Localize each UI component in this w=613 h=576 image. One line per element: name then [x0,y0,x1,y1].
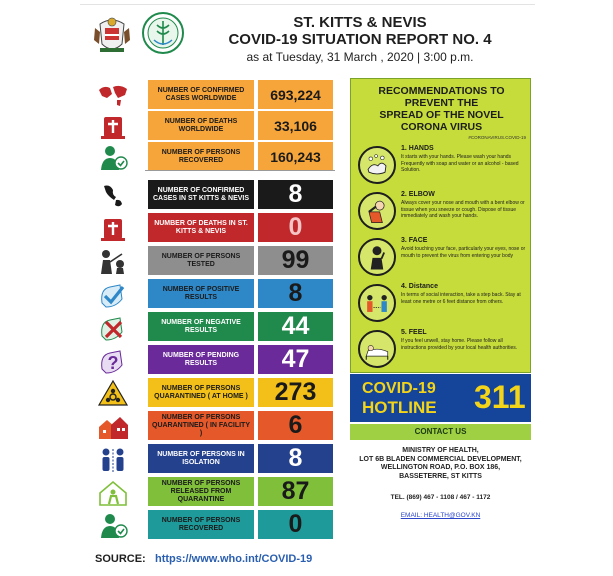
report-date: as at Tuesday, 31 March , 2020 | 3:00 p.m. [246,50,474,64]
stat-value: 99 [258,246,333,275]
recommendations-title-line: CORONA VIRUS [400,121,483,133]
stat-label: NUMBER OF PENDING RESULTS [148,345,254,374]
recommendations-title-line: SPREAD OF THE NOVEL [379,109,504,121]
stat-value: 0 [258,510,333,539]
stat-label: NUMBER OF CONFIRMED CASES IN ST KITTS & NEVIS [148,180,254,209]
report-subtitle: COVID-19 SITUATION REPORT NO. 4 [228,31,492,48]
stat-value: 44 [258,312,333,341]
tip-distance [351,281,532,329]
swab-test-icon [96,246,130,276]
recommendations-title-line: PREVENT THE [404,97,479,109]
stat-label: NUMBER OF CONFIRMED CASES WORLDWIDE [148,80,254,109]
stat-value: 33,106 [258,111,333,140]
stat-value: 47 [258,345,333,374]
local-stat-row [148,510,333,539]
tip-text: If you feel unwell, stay home. Please follow all instructions provided by your local health authorities. [401,338,518,351]
address-line: MINISTRY OF HEALTH, [402,447,479,454]
tip-title: 5. FEEL [401,329,427,336]
grave-cross-icon [96,111,130,141]
elbow-sneeze-icon [358,192,396,230]
stat-label: NUMBER OF PERSONS TESTED [148,246,254,275]
hand-washing-icon [358,146,396,184]
tip-elbow [351,189,532,237]
house-exit-icon [96,477,130,507]
local-stat-row [148,180,333,209]
stat-label: NUMBER OF POSITIVE RESULTS [148,279,254,308]
world-map-icon [96,80,130,110]
recovered-person-icon [96,510,130,540]
top-border [80,4,535,5]
stat-value: 8 [258,279,333,308]
tip-text: In terms of social interaction, take a step back. Stay at least one metre or 6 feet distance from others. [401,292,521,305]
tip-title: 4. Distance [401,283,438,290]
worldwide-stat-row [148,142,333,171]
stat-value: 160,243 [258,142,333,171]
contact-heading: CONTACT US [350,424,531,440]
stat-value: 693,224 [258,80,333,109]
local-stat-row [148,246,333,275]
stat-value: 87 [258,477,333,506]
hotline-number: 311 [474,379,526,415]
face-touch-icon [358,238,396,276]
grave-cross-icon [96,213,130,243]
stat-label: NUMBER OF DEATHS IN ST. KITTS & NEVIS [148,213,254,242]
tip-hands [351,143,532,191]
check-icon [96,279,130,309]
source-url-link[interactable]: https://www.who.int/COVID-19 [155,553,313,565]
stat-label: NUMBER OF PERSONS QUARANTINED ( IN FACILITY ) [148,411,254,440]
stat-value: 273 [258,378,333,407]
local-stat-row [148,213,333,242]
hotline-banner [350,374,531,422]
stat-label: NUMBER OF PERSONS IN ISOLATION [148,444,254,473]
tip-feel [351,327,532,375]
stat-value: 6 [258,411,333,440]
biohazard-icon [96,378,130,408]
worldwide-stat-row [148,111,333,140]
stat-label: NUMBER OF PERSONS QUARANTINED ( AT HOME ) [148,378,254,407]
tip-title: 1. HANDS [401,145,434,152]
address-line: BASSETERRE, ST KITTS [399,472,482,480]
local-stat-row [148,345,333,374]
isolation-icon [96,444,130,474]
stat-label: NUMBER OF PERSONS RECOVERED [148,142,254,171]
address-line: WELLINGTON ROAD, P.O. BOX 186, [380,464,501,471]
stat-label: NUMBER OF DEATHS WORLDWIDE [148,111,254,140]
x-mark-icon [96,312,130,342]
social-distance-icon [358,284,396,322]
local-stat-row [148,279,333,308]
islands-map-icon [96,180,130,210]
svg-text:?: ? [107,353,119,373]
email-link[interactable]: EMAIL: HEALTH@GOV.KN [400,512,481,519]
local-stat-row [148,444,333,473]
address-line: LOT 6B BLADEN COMMERCIAL DEVELOPMENT, [359,455,522,463]
tip-text: It starts with your hands. Please wash your hands Frequently with soap and water or an alcohol - based Solution. [401,154,519,173]
stat-label: NUMBER OF PERSONS RECOVERED [148,510,254,539]
question-icon [96,345,130,375]
stat-label: NUMBER OF PERSONS RELEASED FROM QUARANTINE [148,477,254,506]
tip-text: Avoid touching your face, particularly your eyes, nose or mouth to prevent the virus from entering your body [401,246,526,259]
section-divider [145,170,335,171]
stat-value: 0 [258,213,333,242]
tip-face [351,235,532,283]
source-label: SOURCE: [95,553,146,565]
recommendations-title [351,85,532,133]
coat-of-arms-icon [92,14,132,56]
stat-value: 8 [258,444,333,473]
ministry-seal-icon [142,12,184,54]
local-stat-row [148,378,333,407]
sick-bed-icon [358,330,396,368]
ministry-address [350,447,531,481]
report-title: ST. KITTS & NEVIS [293,14,427,31]
tip-title: 2. ELBOW [401,191,435,198]
local-stat-row [148,477,333,506]
hotline-line1: COVID-19 [362,380,436,397]
telephone-numbers: TEL. (869) 467 - 1108 / 467 - 1172 [390,494,491,501]
recommendations-title-line: RECOMMENDATIONS TO [378,85,505,97]
recommendations-panel [350,78,531,373]
worldwide-stat-row [148,80,333,109]
recovered-person-icon [96,142,130,172]
buildings-icon [96,411,130,441]
stat-value: 8 [258,180,333,209]
tip-title: 3. FACE [401,237,428,244]
tip-text: Always cover your nose and mouth with a bent elbow or tissue when you sneeze or cough. Dispose of tissue immediately and wash your hands. [401,200,525,219]
local-stat-row [148,411,333,440]
recommendations-source: #CORONAVIRUS.COVID-19 [468,135,526,140]
local-stat-row [148,312,333,341]
stat-label: NUMBER OF NEGATIVE RESULTS [148,312,254,341]
hotline-line2: HOTLINE [362,398,437,417]
